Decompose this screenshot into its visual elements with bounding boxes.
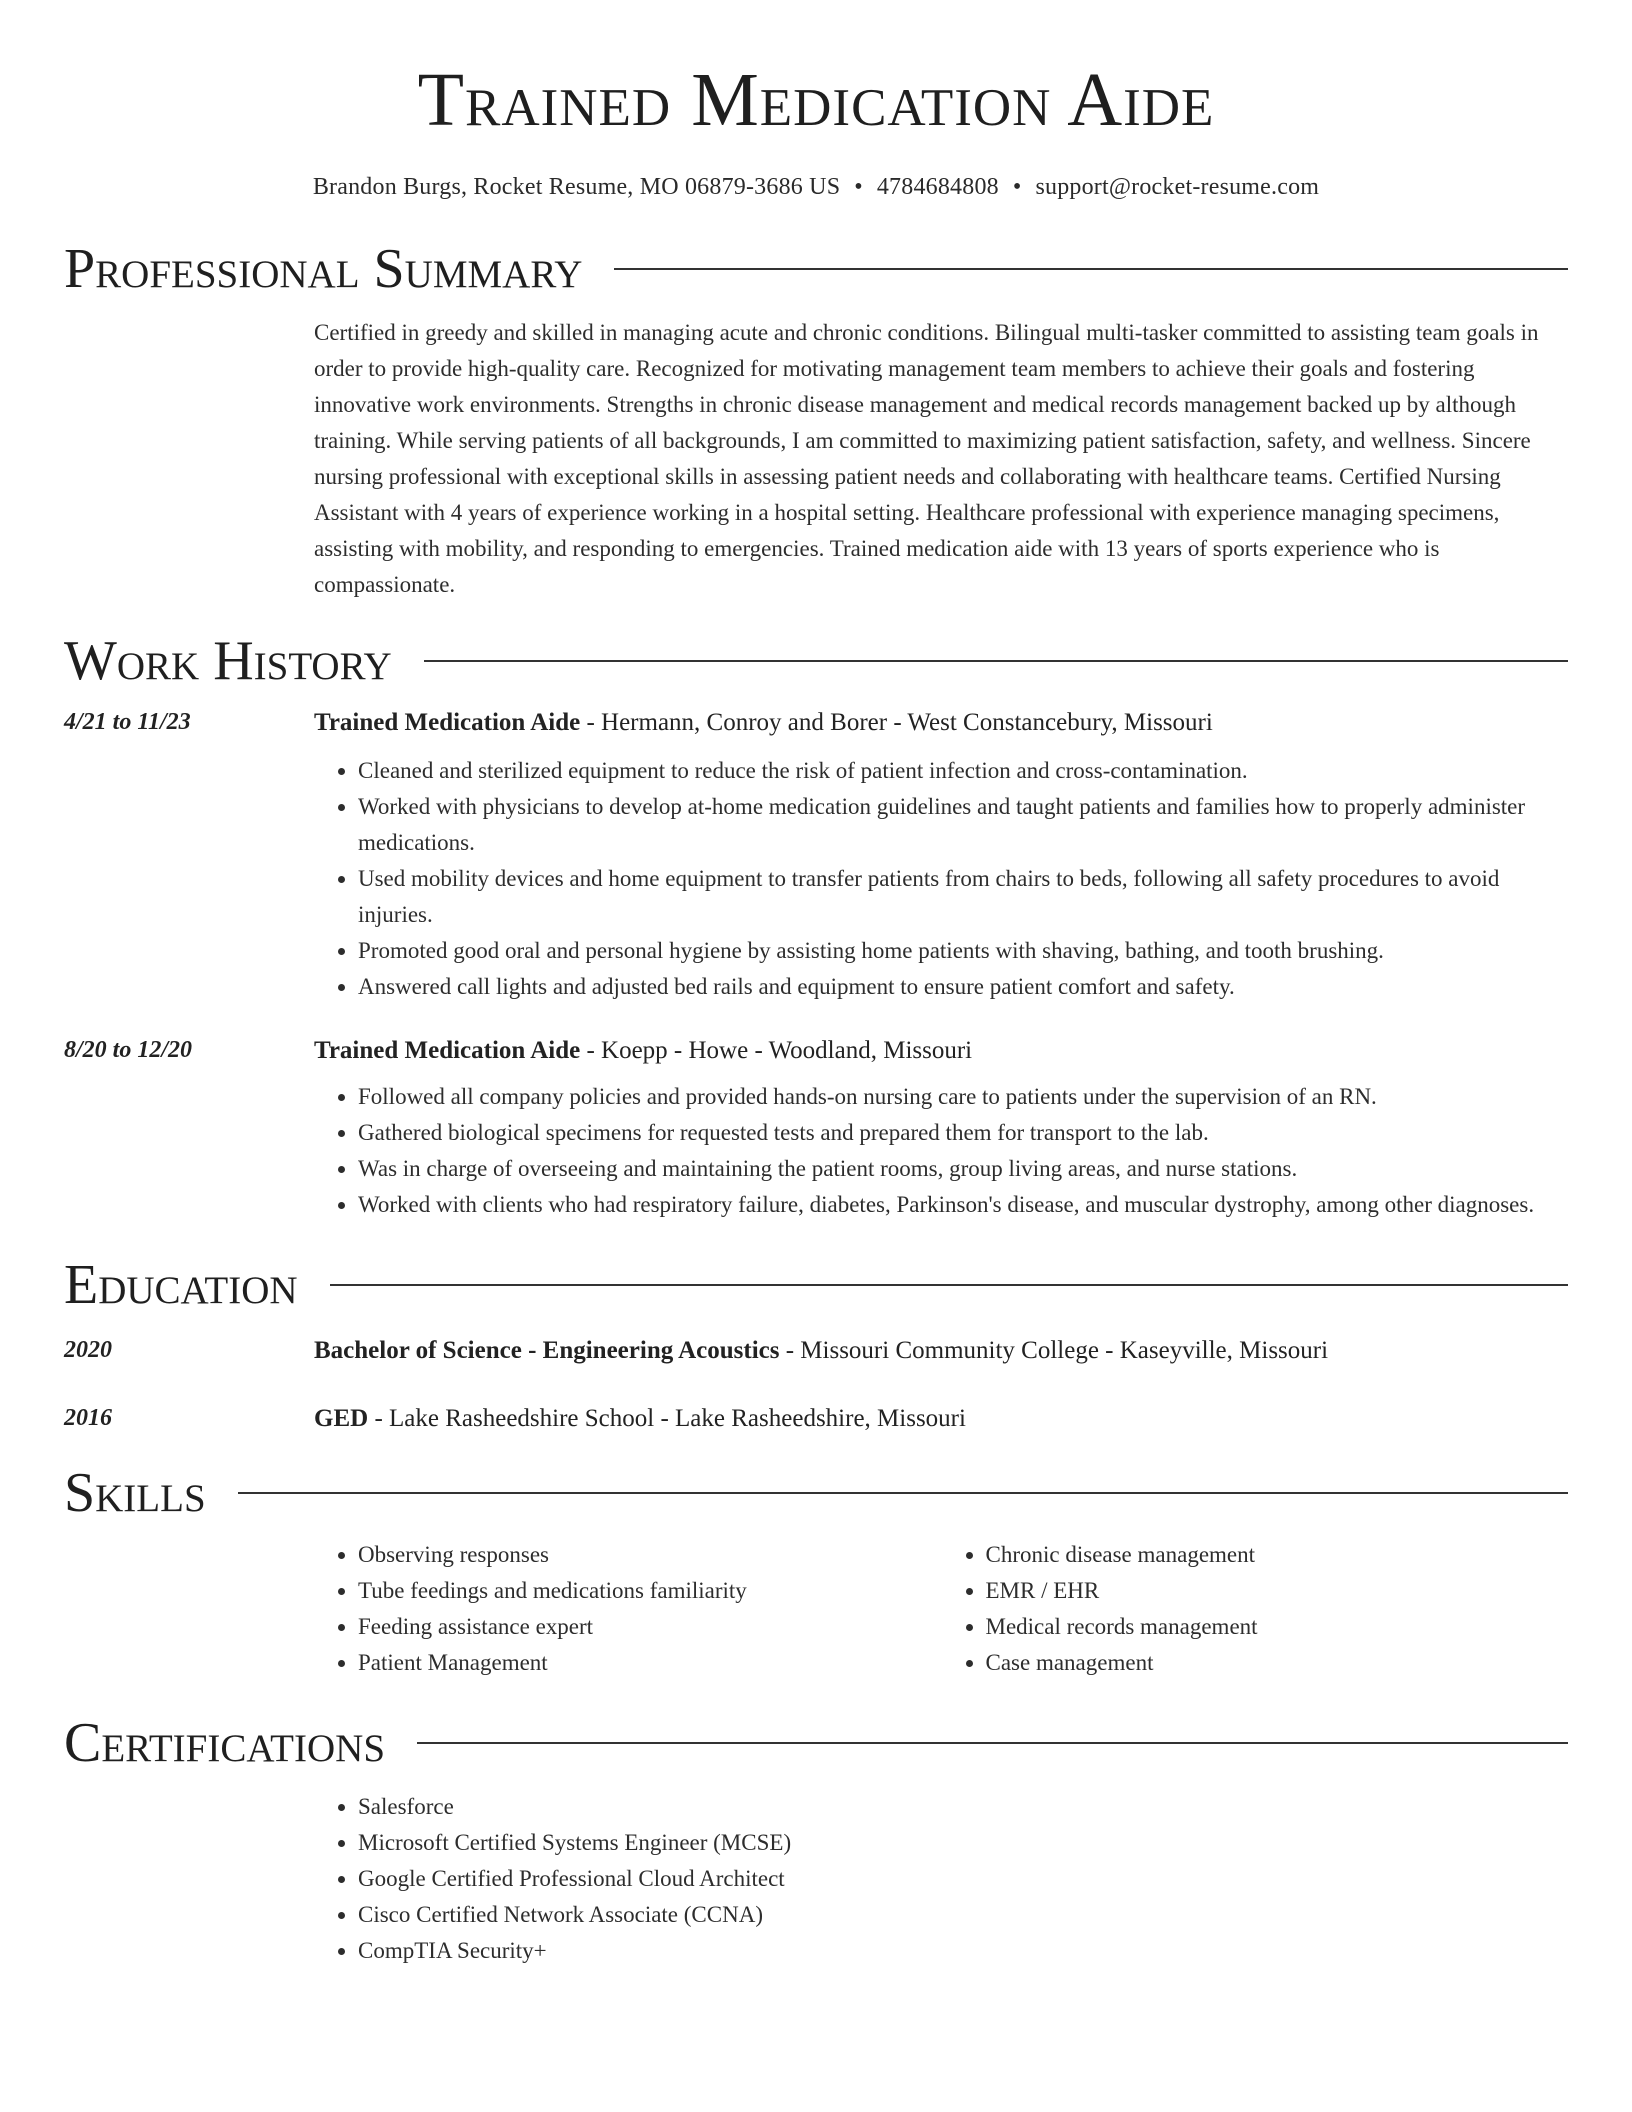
education-year: 2016 <box>64 1405 112 1431</box>
section-divider <box>330 1284 1568 1286</box>
job-header <box>64 709 1568 737</box>
education-section-header <box>64 1254 1568 1316</box>
job-bullets <box>314 753 1569 1005</box>
skill-item: • Feeding assistance expert <box>358 1609 942 1645</box>
job-header <box>64 1037 1568 1065</box>
job-details: - Hermann, Conroy and Borer - West Constancebury, Missouri <box>580 709 1213 736</box>
summary-section-header <box>64 238 1568 300</box>
skill-item: • Tube feedings and medications familiarity <box>358 1573 942 1609</box>
education-heading <box>314 1405 966 1433</box>
education-entry <box>64 1337 1568 1365</box>
job-dates: 4/21 to 11/23 <box>64 709 191 735</box>
job-heading <box>314 1037 972 1065</box>
contact-line <box>64 174 1568 201</box>
skill-item: • Medical records management <box>986 1609 1570 1645</box>
list-item: • Cleaned and sterilized equipment to reduce the risk of patient infection and cross-contamination. <box>358 753 1569 789</box>
job-entry <box>64 709 1568 1005</box>
job-dates: 8/20 to 12/20 <box>64 1037 193 1063</box>
skills-column-right <box>942 1537 1570 1681</box>
list-item: • Answered call lights and adjusted bed rails and equipment to ensure patient comfort and safety. <box>358 969 1569 1005</box>
education-degree: GED <box>314 1405 369 1432</box>
skill-item: • Case management <box>986 1645 1570 1681</box>
section-divider <box>614 268 1568 270</box>
contact-separator: • <box>1012 174 1022 200</box>
certification-item: • Salesforce <box>358 1789 1569 1825</box>
certifications-list <box>314 1789 1569 1969</box>
skills-section-header <box>64 1462 1568 1524</box>
contact-separator: • <box>854 174 863 200</box>
job-details: - Koepp - Howe - Woodland, Missouri <box>580 1037 973 1064</box>
job-entry <box>64 1037 1568 1223</box>
certification-item: • Cisco Certified Network Associate (CCNA) <box>358 1897 1569 1933</box>
skills-list <box>314 1537 1569 1681</box>
section-heading-summary: Professional Summary <box>64 238 583 300</box>
education-year: 2020 <box>64 1337 112 1363</box>
certification-item: • CompTIA Security+ <box>358 1933 1569 1969</box>
section-divider <box>417 1742 1568 1744</box>
contact-email: support@rocket-resume.com <box>1035 174 1320 200</box>
skill-item: • Patient Management <box>358 1645 942 1681</box>
section-heading-skills: Skills <box>64 1462 206 1524</box>
skill-item: • Observing responses <box>358 1537 942 1573</box>
skills-column-left <box>314 1537 942 1681</box>
resume-title: Trained Medication Aide <box>417 58 1215 142</box>
section-heading-work: Work History <box>64 630 392 692</box>
skill-item: • Chronic disease management <box>986 1537 1570 1573</box>
education-details: - Missouri Community College - Kaseyville, Missouri <box>779 1337 1329 1364</box>
contact-phone: 4784684808 <box>876 174 999 200</box>
list-item: • Gathered biological specimens for requested tests and prepared them for transport to the lab. <box>358 1115 1569 1151</box>
section-heading-certifications: Certifications <box>64 1712 386 1774</box>
skill-item: • EMR / EHR <box>986 1573 1570 1609</box>
education-entry <box>64 1405 1568 1433</box>
certification-item: • Microsoft Certified Systems Engineer (MCSE) <box>358 1825 1569 1861</box>
work-section-header <box>64 630 1568 692</box>
certifications-section-header <box>64 1712 1568 1774</box>
list-item: • Promoted good oral and personal hygiene by assisting home patients with shaving, bathing, and tooth brushing. <box>358 933 1569 969</box>
education-degree: Bachelor of Science - Engineering Acoustics <box>314 1337 780 1364</box>
certification-item: • Google Certified Professional Cloud Architect <box>358 1861 1569 1897</box>
job-heading <box>314 709 1213 737</box>
section-heading-education: Education <box>64 1254 298 1316</box>
education-heading <box>314 1337 1328 1365</box>
summary-text: Certified in greedy and skilled in managing acute and chronic conditions. Bilingual multi-tasker committed to assisting team goals in order to provide high-quality care. Recognized for motivating management team members to achieve their goals and fostering innovative work environments. Strengths in chronic disease management and medical records management backed up by although training. While serving patients of all backgrounds, I am committed to maximizing patient satisfaction, safety, and wellness. Sincere nursing professional with exceptional skills in assessing patient needs and collaborating with healthcare teams. Certified Nursing Assistant with 4 years of experience working in a hospital setting. Healthcare professional with experience managing specimens, assisting with mobility, and responding to emergencies. Trained medication aide with 13 years of sports experience who is compassionate. <box>314 320 1539 597</box>
job-title: Trained Medication Aide <box>314 709 581 736</box>
section-divider <box>238 1492 1568 1494</box>
list-item: • Used mobility devices and home equipment to transfer patients from chairs to beds, following all safety procedures to avoid injuries. <box>358 861 1569 933</box>
job-title: Trained Medication Aide <box>314 1037 581 1064</box>
contact-address: Brandon Burgs, Rocket Resume, MO 06879-3686 US <box>312 174 841 200</box>
job-bullets <box>314 1079 1569 1223</box>
list-item: • Worked with clients who had respiratory failure, diabetes, Parkinson's disease, and muscular dystrophy, among other diagnoses. <box>358 1187 1569 1223</box>
summary-section <box>314 315 1569 603</box>
section-divider <box>424 660 1568 662</box>
education-details: - Lake Rasheedshire School - Lake Rasheedshire, Missouri <box>368 1405 966 1432</box>
list-item: • Followed all company policies and provided hands-on nursing care to patients under the supervision of an RN. <box>358 1079 1569 1115</box>
list-item: • Was in charge of overseeing and maintaining the patient rooms, group living areas, and nurse stations. <box>358 1151 1569 1187</box>
list-item: • Worked with physicians to develop at-home medication guidelines and taught patients and families how to properly administer medications. <box>358 789 1569 861</box>
